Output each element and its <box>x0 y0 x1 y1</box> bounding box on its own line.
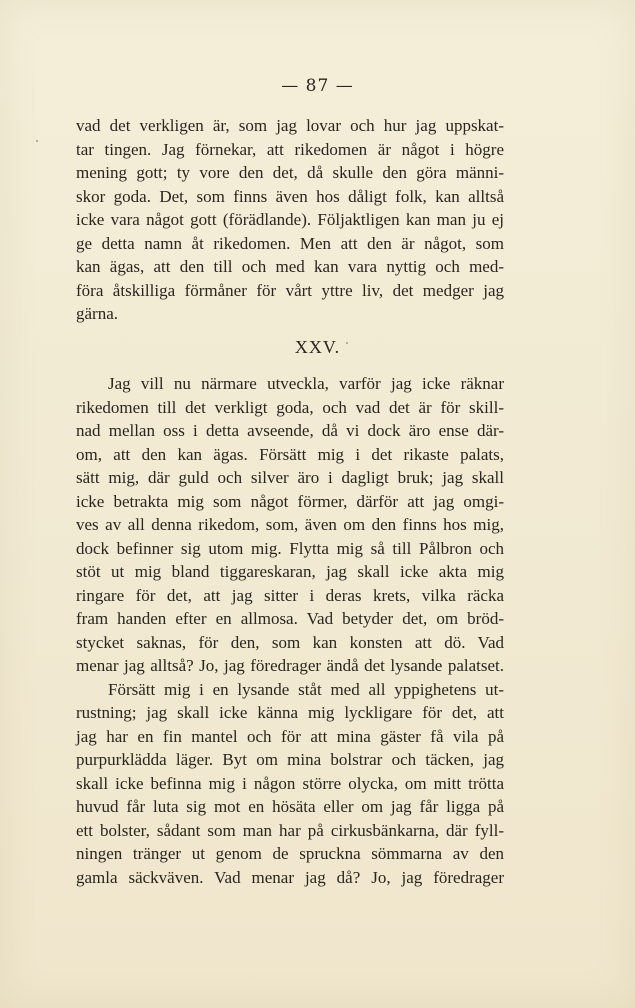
text-line: gamla säckväven. Vad menar jag då? Jo, jag föredrager <box>76 867 504 887</box>
text-line: purpurklädda läger. Byt om mina bolstrar och täcken, jag <box>76 750 504 769</box>
text-line: rikedomen till det verkligt goda, och vad det är för skill- <box>76 397 504 417</box>
text-line: mening gott; ty vore den det, då skulle den göra männi- <box>76 163 504 182</box>
text-line: skor goda. Det, som finns även hos dåligt folk, kan alltså <box>76 186 504 206</box>
text-line: ves av all denna rikedom, som, även om den finns hos mig, <box>76 515 504 534</box>
text-line: huvud får luta sig mot en hösäta eller om jag får ligga på <box>76 797 504 816</box>
text-line: menar jag alltså? Jo, jag föredrager ändå det lysande palatset. <box>76 656 504 675</box>
text-line: kan ägas, att den till och med kan vara nyttig och med- <box>76 257 504 276</box>
text-line: ge detta namn åt rikedomen. Men att den är något, som <box>76 233 504 253</box>
text-line: icke vara något gott (förädlande). Följaktligen kan man ju ej <box>76 210 504 229</box>
text-line: vad det verkligen är, som jag lovar och hur jag uppskat- <box>76 116 504 135</box>
paragraph-2 <box>76 372 504 889</box>
text-line: fram handen efter en allmosa. Vad betyder det, om bröd- <box>76 609 504 628</box>
text-line: ett bolster, sådant som man har på cirkusbänkarna, där fyll- <box>76 820 504 840</box>
chapter-heading: XXV. <box>294 337 341 357</box>
text-line: jag har en fin mantel och för att mina gäster få vila på <box>76 726 504 746</box>
page-number: — 87 — <box>281 76 354 96</box>
text-line: ningen tränger ut genom de spruckna sömmarna av den <box>76 844 504 863</box>
text-line: dock befinner sig utom mig. Flytta mig så till Pålbron och <box>76 538 504 558</box>
text-line: sätt mig, där guld och silver äro i dagligt bruk; jag skall <box>76 468 504 487</box>
text-line: icke betrakta mig som något förmer, därför att jag omgi- <box>76 491 504 511</box>
text-line: tar tingen. Jag förnekar, att rikedomen är något i högre <box>76 139 504 159</box>
text-line: om, att den kan ägas. Försätt mig i det rikaste palats, <box>76 444 504 464</box>
text-line: nad mellan oss i detta avseende, då vi dock äro ense där- <box>76 421 504 440</box>
text-line: ringare för det, att jag sitter i deras krets, vilka räcka <box>76 585 504 605</box>
text-line: skall icke befinna mig i någon större olycka, om mitt trötta <box>76 773 504 793</box>
text-line: gärna. <box>76 304 119 323</box>
text-line: föra åtskilliga förmåner för vårt yttre liv, det medger jag <box>76 280 504 300</box>
text-line: rustning; jag skall icke känna mig lyckligare för det, att <box>76 703 504 722</box>
text-line: stycket saknas, för den, som kan konsten att dö. Vad <box>76 632 504 652</box>
paper-speck <box>36 140 38 142</box>
text-line: Jag vill nu närmare utveckla, varför jag icke räknar <box>108 374 504 393</box>
paper-speck <box>346 342 348 344</box>
text-line: Försätt mig i en lysande ståt med all yppighetens ut- <box>108 679 504 699</box>
paragraph-1 <box>76 114 504 326</box>
text-line: stöt ut mig bland tiggareskaran, jag skall icke akta mig <box>76 562 504 581</box>
